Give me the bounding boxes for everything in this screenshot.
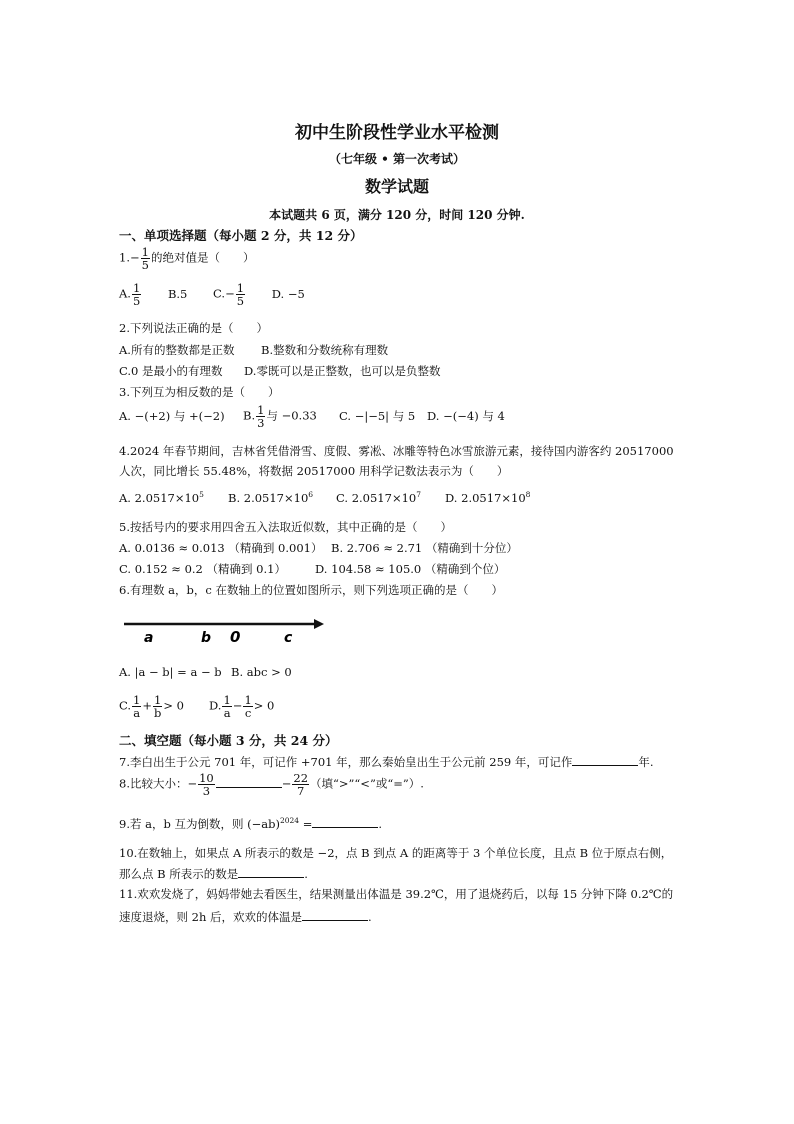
option-d: D.零既可以是正整数，也可以是负整数 [244,364,441,378]
question-5-stem: 5.按括号内的要求用四舍五入法取近似数，其中正确的是（ ） [119,520,452,534]
option-a: A. $\frac{1}{5}$ [119,281,141,309]
question-10-line2: 那么点 B 所表示的数是 . [119,867,308,881]
option-b: B. abc > 0 [231,665,292,679]
axis-label-a: a [144,630,154,646]
option-a: A.所有的整数都是正数 [119,343,235,357]
option-d: D. −5 [271,286,305,301]
question-5-options-row2 [119,561,505,577]
section-heading-choice: 一、单项选择题（每小题 2 分，共 12 分） [119,228,363,243]
option-b: B. $2.0517\times 10^6$ [228,490,314,505]
option-d: D. −(−4) 与 4 [427,408,505,423]
section-heading-fill: 二、填空题（每小题 3 分，共 24 分） [119,733,338,748]
question-4-stem-line2: 人次，同比增长 55.48%，将数据 20517000 用科学记数法表示为（ ） [119,464,509,478]
option-d: D. $2.0517\times 10^8$ [445,490,531,505]
option-b: B. 2.706 ≈ 2.71 （精确到十分位） [331,541,518,555]
option-c: C. $\frac{1}{a}$ + $\frac{1}{b}$ > 0 [119,693,184,721]
exam-subtitle: （七年级 • 第一次考试） [328,152,466,166]
answer-blank[interactable] [302,908,368,921]
option-c: C.0 是最小的有理数 [119,364,223,378]
axis-label-b: b [201,630,212,646]
question-1-options [119,282,305,307]
question-2-options-row2 [119,363,440,379]
question-11-line2: 速度退烧，则 2h 后，欢欢的体温是 . [119,910,372,924]
answer-blank[interactable] [216,775,282,788]
question-6-stem: 6.有理数 a，b，c 在数轴上的位置如图所示，则下列选项正确的是（ ） [119,583,503,597]
option-a: A. −(+2) 与 +(−2) [119,408,225,423]
option-b: B.5 [167,286,188,301]
option-a: A. |a − b| = a − b [119,665,222,679]
question-4-options [119,490,530,505]
question-11-line1: 11.欢欢发烧了，妈妈带她去看医生，结果测量出体温是 39.2℃，用了退烧药后，以每 15 分钟下降 0.2℃的 [119,887,674,901]
question-10-line1: 10.在数轴上，如果点 A 所表示的数是 −2，点 B 到点 A 的距离等于 3 个单位长度，且点 B 位于原点右侧， [119,846,673,860]
option-a: A. $2.0517\times 10^5$ [119,490,204,505]
exam-title: 初中生阶段性学业水平检测 [295,123,499,143]
answer-blank[interactable] [572,753,638,766]
fraction: $\frac{1}{5}$ [141,245,149,273]
subject-title: 数学试题 [364,177,429,196]
question-5-options-row1 [119,540,518,556]
question-7: 7.李白出生于公元 701 年，可记作 +701 年，那么秦始皇出生于公元前 259 年，可记作 年. [119,755,654,769]
option-b: B.整数和分数统称有理数 [261,343,389,357]
option-b: B. $\frac{1}{3}$ 与 −0.33 [243,403,317,431]
answer-blank[interactable] [312,815,378,828]
answer-blank[interactable] [238,865,304,878]
question-6-options-row2 [119,694,274,719]
question-1-stem: 1.− $\frac{1}{5}$ 的绝对值是（ ） [119,245,255,273]
number-line-figure [120,610,330,650]
exam-info: 本试题共 6 页，满分 120 分，时间 120 分钟. [269,208,525,222]
question-9: 9.若 a，b 互为倒数，则 $(-ab)^{2024}$ = . [119,816,383,831]
option-a: A. 0.0136 ≈ 0.013 （精确到 0.001） [119,541,323,555]
arrow-head-icon [314,619,324,629]
axis-label-c: c [284,630,293,646]
axis-label-zero: 0 [230,628,241,646]
option-c: C.− $\frac{1}{5}$ [213,281,245,309]
question-8: 8.比较大小：− $\frac{10}{3}$ − $\frac{22}{7}$ （填“>”“<”或“=”）. [119,771,424,799]
option-c: C. −|−5| 与 5 [339,408,416,423]
option-c: C. $2.0517\times 10^7$ [336,490,421,505]
question-4-stem-line1: 4.2024 年春节期间，吉林省凭借滑雪、度假、雾凇、冰雕等特色冰雪旅游元素，接待国内游客约 20517000 [119,444,674,458]
question-3-stem: 3.下列互为相反数的是（ ） [119,385,280,399]
option-d: D. 104.58 ≈ 105.0 （精确到个位） [315,562,506,576]
question-6-options-row1 [119,665,292,679]
question-3-options [119,404,505,429]
question-2-options-row1 [119,342,388,358]
option-c: C. 0.152 ≈ 0.2 （精确到 0.1） [119,562,286,576]
question-2-stem: 2.下列说法正确的是（ ） [119,321,268,335]
option-d: D. $\frac{1}{a}$ − $\frac{1}{c}$ > 0 [209,693,275,721]
